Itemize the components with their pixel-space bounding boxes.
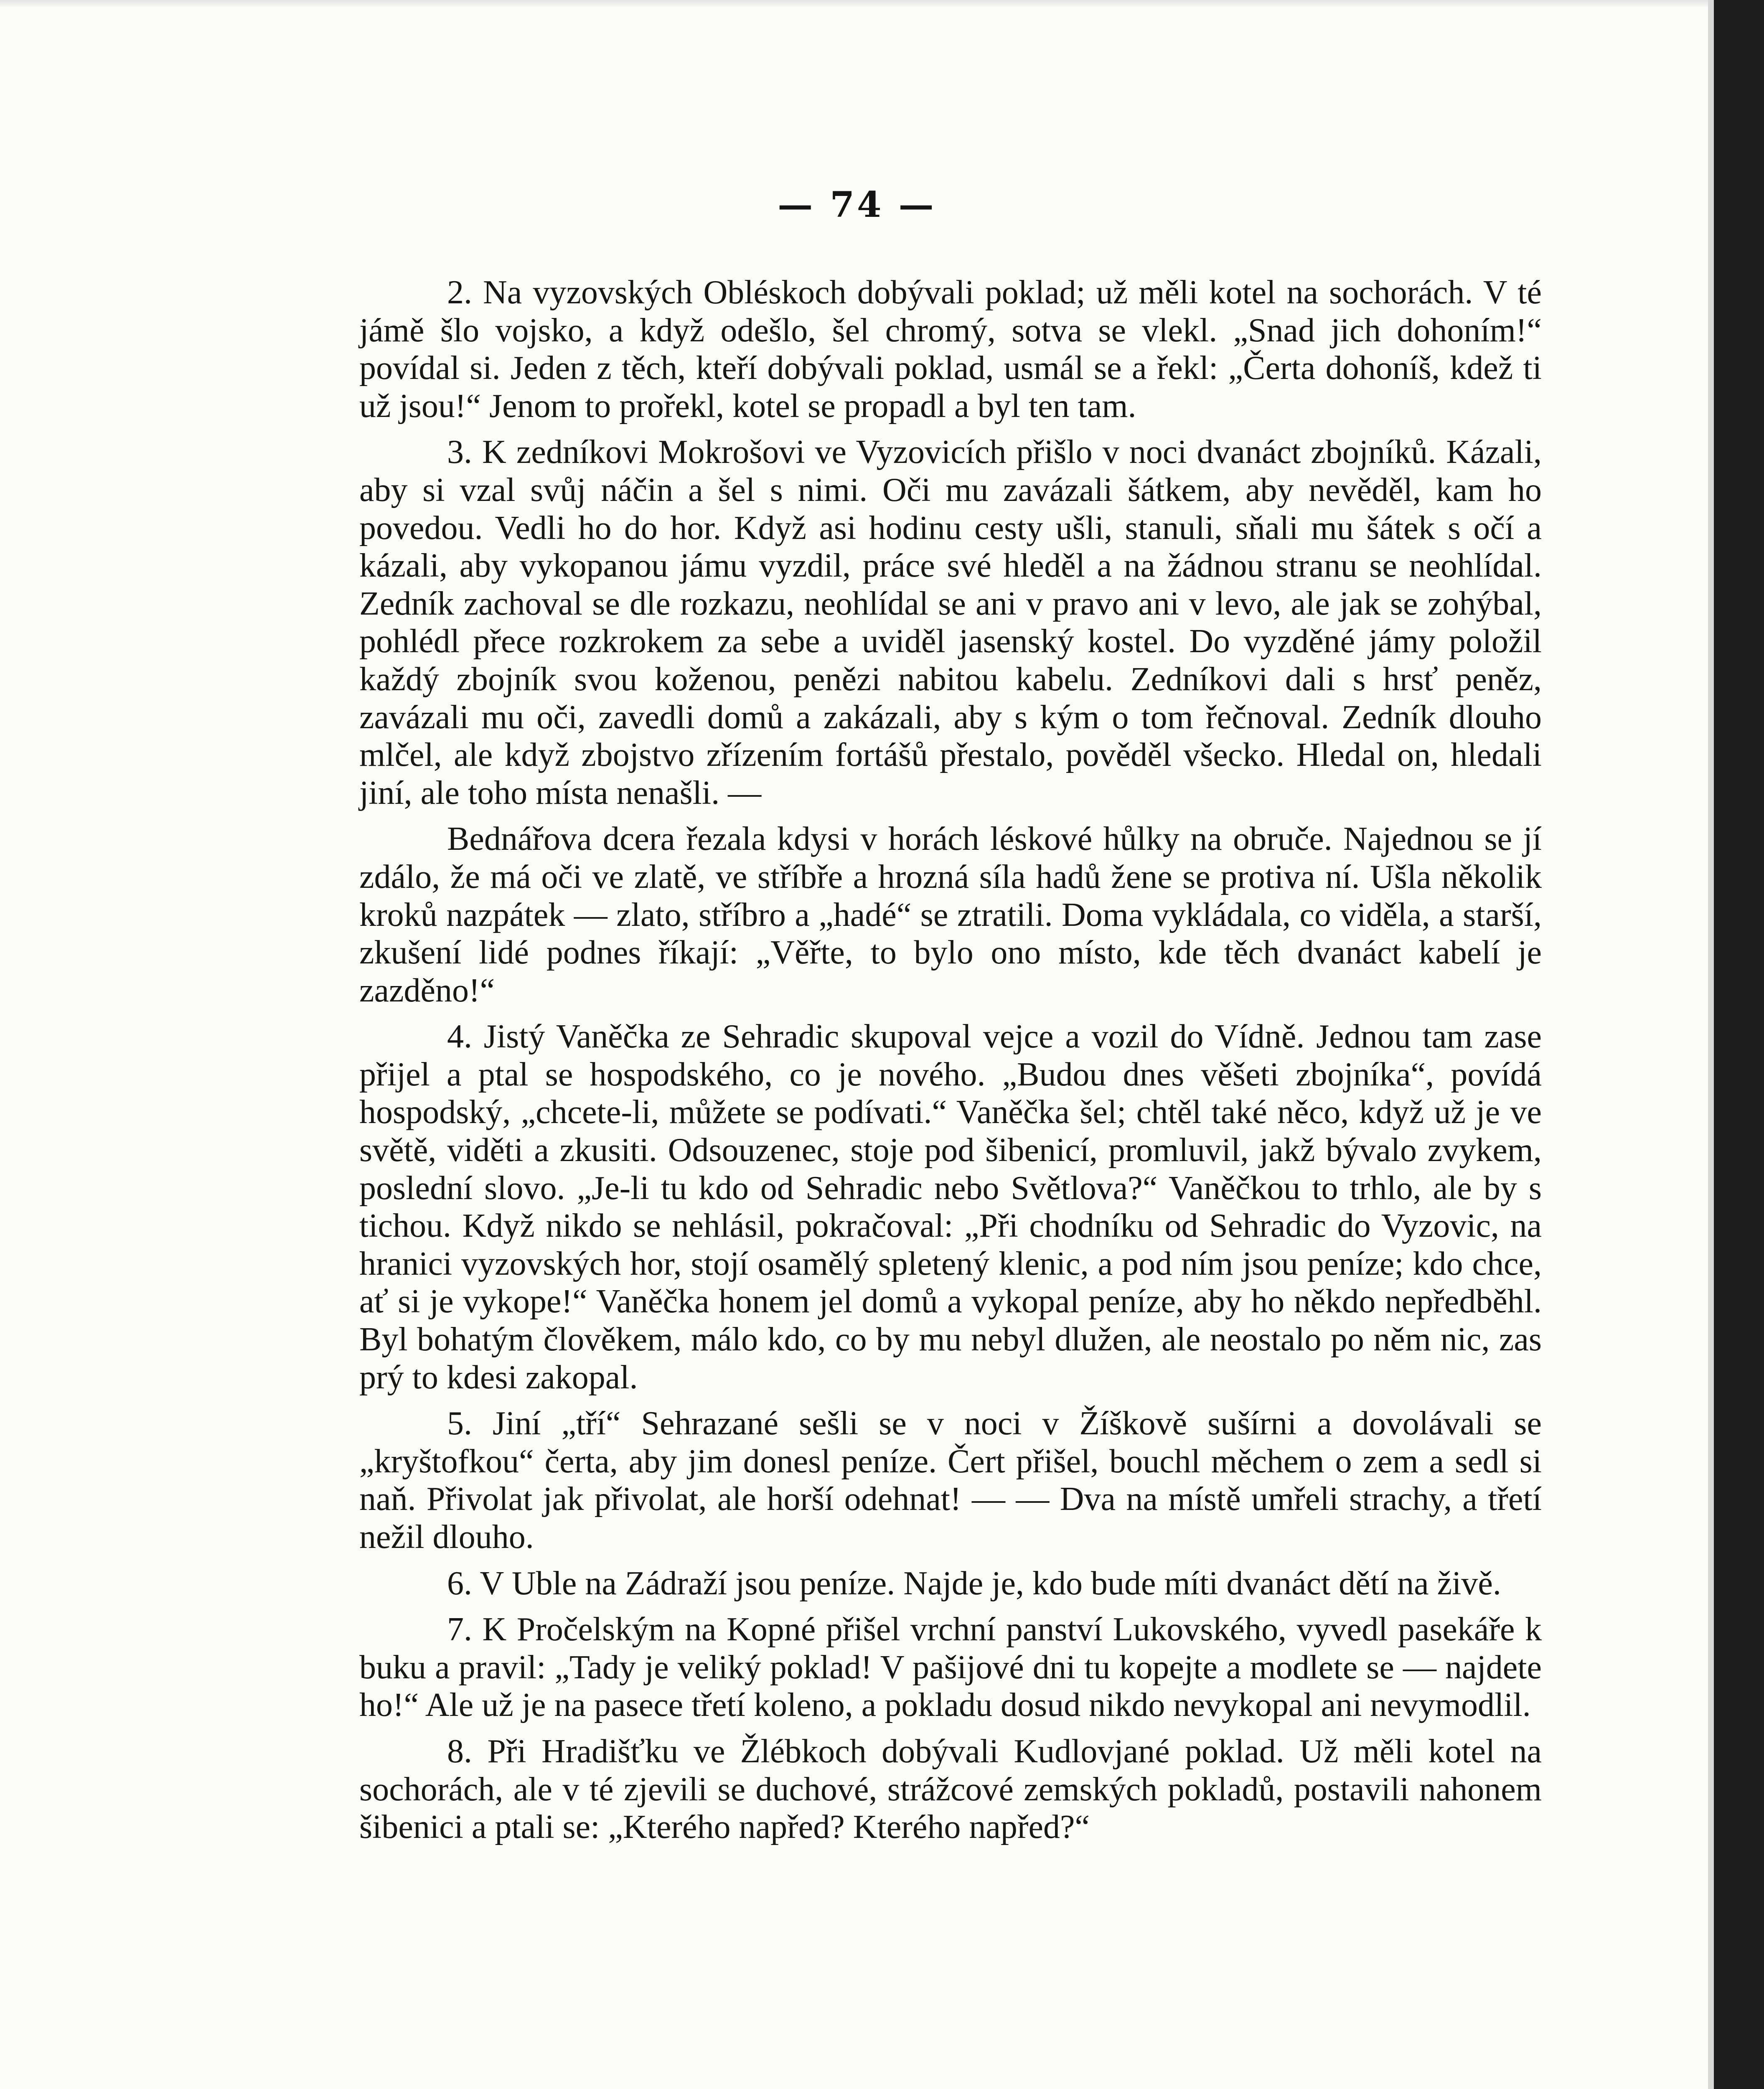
- scan-top-edge: [0, 0, 1764, 8]
- scan-inner-edge: [1708, 0, 1714, 2089]
- paragraph-3-continued: Bednářova dcera řezala kdysi v horách léskové hůlky na obruče. Najednou se jí zdálo, že má oči ve zlatě, ve stříbře a hrozná síla hadů žene se protiva ní. Ušla několik kroků nazpátek — zlato, stříbro a „hadé“ se ztratili. Doma vykládala, co viděla, a starší, zkušení lidé podnes říkají: „Věřte, to bylo ono místo, kde těch dvanáct kabelí je zazděno!“: [359, 821, 1542, 1009]
- body-text: [359, 274, 1542, 1855]
- paragraph-6: 6. V Uble na Zádraží jsou peníze. Najde je, kdo bude míti dvanáct dětí na živě.: [447, 1565, 1501, 1602]
- paragraph-5: 5. Jiní „tří“ Sehrazané sešli se v noci v Žíškově sušírni a dovolávali se „kryštofkou“ čerta, aby jim donesl peníze. Čert přišel, bouchl měchem o zem a sedl si naň. Přivolat jak přivolat, ale horší odehnat! — — Dva na místě umřeli strachy, a třetí nežil dlouho.: [359, 1405, 1542, 1555]
- paragraph-8: 8. Při Hradišťku ve Žlébkoch dobývali Kudlovjané poklad. Už měli kotel na sochorách, ale v té zjevili se duchové, strážcové zemských pokladů, postavili nahonem šibenici a ptali se: „Kterého napřed? Kterého napřed?“: [359, 1733, 1542, 1846]
- scan-dark-border: [1714, 0, 1764, 2089]
- paragraph-4: 4. Jistý Vaněčka ze Sehradic skupoval vejce a vozil do Vídně. Jednou tam zase přijel a ptal se hospodského, co je nového. „Budou dnes věšeti zbojníka“, povídá hospodský, „chcete-li, můžete se podívati.“ Vaněčka šel; chtěl také něco, když už je ve světě, viděti a zkusiti. Odsouzenec, stoje pod šibenicí, promluvil, jakž bývalo zvykem, poslední slovo. „Je-li tu kdo od Sehradic nebo Světlova?“ Vaněčkou to trhlo, ale by s tichou. Když nikdo se nehlásil, pokračoval: „Při chodníku od Sehradic do Vyzovic, na hranici vyzovských hor, stojí osamělý spletený klenic, a pod ním jsou peníze; kdo chce, ať si je vykope!“ Vaněčka honem jel domů a vykopal peníze, aby ho někdo nepředběhl. Byl bohatým člověkem, málo kdo, co by mu nebyl dlužen, ale neostalo po něm nic, zas prý to kdesi zakopal.: [359, 1018, 1542, 1396]
- paragraph-7: 7. K Pročelským na Kopné přišel vrchní panství Lukovského, vyvedl pasekáře k buku a pravil: „Tady je veliký poklad! V pašijové dni tu kopejte a modlete se — najdete ho!“ Ale už je na pasece třetí koleno, a pokladu dosud nikdo nevykopal ani nevymodlil.: [359, 1611, 1542, 1724]
- page-number: — 74 —: [778, 184, 936, 225]
- paragraph-3: 3. K zedníkovi Mokrošovi ve Vyzovicích přišlo v noci dvanáct zbojníků. Kázali, aby si vzal svůj náčin a šel s nimi. Oči mu zavázali šátkem, aby nevěděl, kam ho povedou. Vedli ho do hor. Když asi hodinu cesty ušli, stanuli, sňali mu šátek s očí a kázali, aby vykopanou jámu vyzdil, práce své hleděl a na žádnou stranu se neohlídal. Zedník zachoval se dle rozkazu, neohlídal se ani v pravo ani v levo, ale jak se zohýbal, pohlédl přece rozkrokem za sebe a uviděl jasenský kostel. Do vyzděné jámy položil každý zbojník svou koženou, penězi nabitou kabelu. Zedníkovi dali s hrsť peněz, zavázali mu oči, zavedli domů a zakázali, aby s kým o tom řečnoval. Zedník dlouho mlčel, ale když zbojstvo zřízením fortášů přestalo, pověděl všecko. Hledal on, hledali jiní, ale toho místa nenašli. —: [359, 434, 1542, 811]
- paragraph-2: 2. Na vyzovských Obléskoch dobývali poklad; už měli kotel na sochorách. V té jámě šlo vojsko, a když odešlo, šel chromý, sotva se vlekl. „Snad jich dohoním!“ povídal si. Jeden z těch, kteří dobývali poklad, usmál se a řekl: „Čerta dohoníš, kdež ti už jsou!“ Jenom to prořekl, kotel se propadl a byl ten tam.: [359, 274, 1542, 424]
